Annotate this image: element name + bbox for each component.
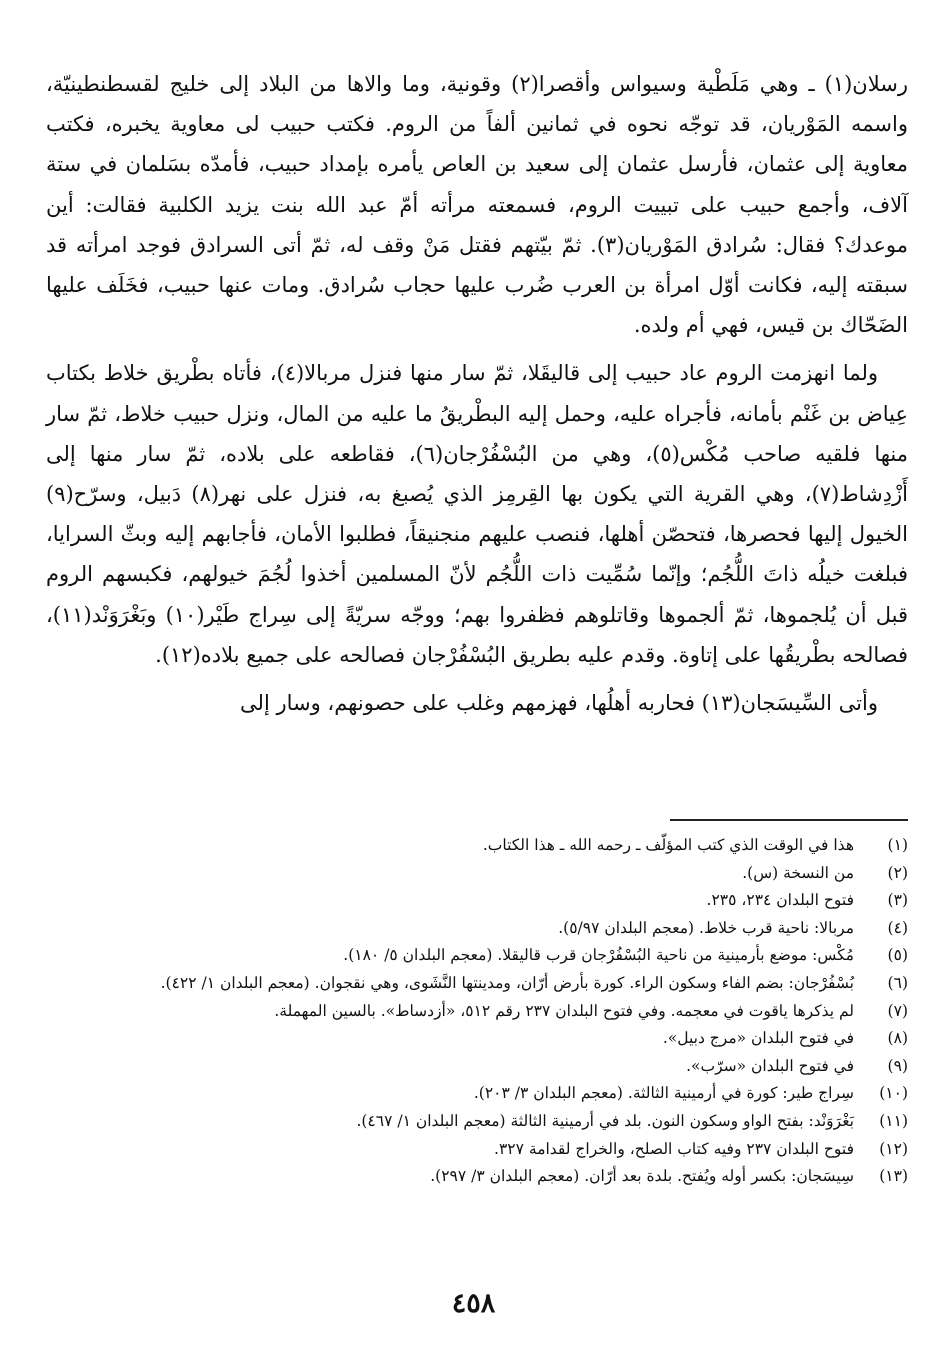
footnote-text: سِراج طير: كورة في أرمينية الثالثة. (معجم البلدان ٣/ ٢٠٣). xyxy=(473,1084,854,1103)
footnote-text: فتوح البلدان ٢٣٧ وفيه كتاب الصلح، والخراج لقدامة ٣٢٧. xyxy=(494,1139,854,1158)
main-text xyxy=(46,64,908,723)
footnote-number: (٩) xyxy=(887,1056,908,1075)
footnote xyxy=(46,915,908,943)
footnote-text: مربالا: ناحية قرب خلاط. (معجم البلدان ٥/٩٧). xyxy=(558,918,854,937)
paragraph: ولما انهزمت الروم عاد حبيب إلى قاليقَلا، ثمّ سار منها فنزل مربالا(٤)، فأتاه بطْريق خلاط بكتاب عِياض بن غَنْم بأمانه، فأجراه عليه، وحمل إليه البطْريقُ ما عليه من المال، ونزل حبيب خلاط، ثمّ سار منها فلقيه صاحب مُكْس(٥)، وهي من البُسْفُرْجان(٦)، فقاطعه على بلاده، ثمّ سار منها إلى أَزْدِشاط(٧)، وهي القرية التي يكون بها القِرمِز الذي يُصبغ به، فنزل على نهر(٨) دَبيل، وسرّح(٩) الخيول إليها فحصرها، فتحصّن أهلها، فنصب عليهم منجنيقاً، فطلبوا الأمان، فأجابهم إليه وبثّ السرايا، فبلغت خيلُه ذاتَ اللُّجُم؛ وإنّما سُمِّيت ذات اللُّجُم لأنّ المسلمين أخذوا لُجُمَ خيولهم، فكبسهم الروم قبل أن يُلجموها، ثمّ ألجموها وقاتلوهم فظفروا بهم؛ ووجّه سريّةً إلى سِراج طَيْر(١٠) وبَغْرَوَنْد(١١)، فصالحه بطْريقُها على إتاوة. وقدم عليه بطريق البُسْفُرْجان فصالحه على جميع بلاده(١٢). xyxy=(46,361,909,667)
footnote-text: سِيسَجان: بكسر أوله ويُفتح. بلدة بعد أرّان. (معجم البلدان ٣/ ٢٩٧). xyxy=(430,1167,854,1186)
footnote-text: لم يذكرها ياقوت في معجمه. وفي فتوح البلدان ٢٣٧ رقم ٥١٢، «أزدساط». بالسين المهملة. xyxy=(274,1001,854,1020)
footnote-number: (١٠) xyxy=(879,1084,908,1103)
footnote-separator xyxy=(670,819,908,821)
footnote xyxy=(46,1163,908,1191)
footnote-number: (٨) xyxy=(887,1029,908,1048)
footnote-text: فتوح البلدان ٢٣٤، ٢٣٥. xyxy=(706,891,854,910)
footnote xyxy=(46,1080,908,1108)
paragraph: رسلان(١) ـ وهي مَلَطْية وسيواس وأقصرا(٢) وقونية، وما والاها من البلاد إلى خليج لقسطنطينيّة، واسمه المَوْريان، قد توجّه نحوه في ثمانين ألفاً من الروم. فكتب حبيب لى معاوية يخبره، فكتب معاوية إلى عثمان، فأرسل عثمان إلى سعيد بن العاص يأمره بإمداد حبيب، فأمدّه بسَلمان في ستة آلاف، وأجمع حبيب على تبييت الروم، فسمعته مرأته أمّ عبد الله بنت يزيد الكلبية فقالت: أين موعدك؟ فقال: سُرادق المَوْريان(٣). ثمّ بيّتهم فقتل مَنْ وقف له، ثمّ أتى السرادق فوجد امرأته قد سبقته إليه، فكانت أوّل امرأة بن العرب ضُرب عليها حجاب سُرادق. ومات عنها حبيب، فخَلَف عليها الضَحّاك بن قيس، فهي أم ولده. xyxy=(46,72,908,338)
footnote xyxy=(46,998,908,1026)
footnote xyxy=(46,970,908,998)
footnote-number: (٧) xyxy=(887,1001,908,1020)
footnote-text: مُكْس: موضع بأرمينية من ناحية البُسْفُرْجان قرب قاليقلا. (معجم البلدان ٥/ ١٨٠). xyxy=(343,946,854,965)
footnote-text: بَغْرَوَنْد: بفتح الواو وسكون النون. بلد في أرمينية الثالثة (معجم البلدان ١/ ٤٦٧). xyxy=(356,1111,854,1130)
footnote-number: (٤) xyxy=(887,918,908,937)
footnote-number: (٣) xyxy=(887,891,908,910)
footnote xyxy=(46,942,908,970)
footnote xyxy=(46,832,908,860)
footnote xyxy=(46,887,908,915)
footnote-number: (١) xyxy=(887,836,908,854)
footnote-number: (١١) xyxy=(879,1111,908,1130)
footnotes-list xyxy=(46,832,908,1191)
footnote xyxy=(46,860,908,888)
footnote-text: هذا في الوقت الذي كتب المؤلّف ـ رحمه الله ـ هذا الكتاب. xyxy=(482,836,854,854)
footnote xyxy=(46,1108,908,1136)
footnote xyxy=(46,1136,908,1164)
footnote xyxy=(46,1025,908,1053)
footnote xyxy=(46,1053,908,1081)
footnote-number: (٢) xyxy=(887,863,908,882)
page-number: ٤٥٨ xyxy=(451,1288,496,1319)
footnote-text: في فتوح البلدان «سرّب». xyxy=(686,1056,854,1075)
footnote-text: في فتوح البلدان «مرج دبيل». xyxy=(662,1029,854,1048)
footnote-number: (١٣) xyxy=(879,1167,908,1186)
footnote-text: بُسْفُرْجان: بضم الفاء وسكون الراء. كورة بأرض أرّان، ومدينتها النَّشَوى، وهي نقجوان. (معجم البلدان ١/ ٤٢٢). xyxy=(160,973,854,992)
footnote-number: (٥) xyxy=(887,946,908,965)
paragraph: وأتى السِّيسَجان(١٣) فحاربه أهلُها، فهزمهم وغلب على حصونهم، وسار إلى xyxy=(240,691,878,716)
footnote-number: (١٢) xyxy=(879,1139,908,1158)
footnote-text: من النسخة (س). xyxy=(742,863,854,882)
footnote-number: (٦) xyxy=(887,973,908,992)
